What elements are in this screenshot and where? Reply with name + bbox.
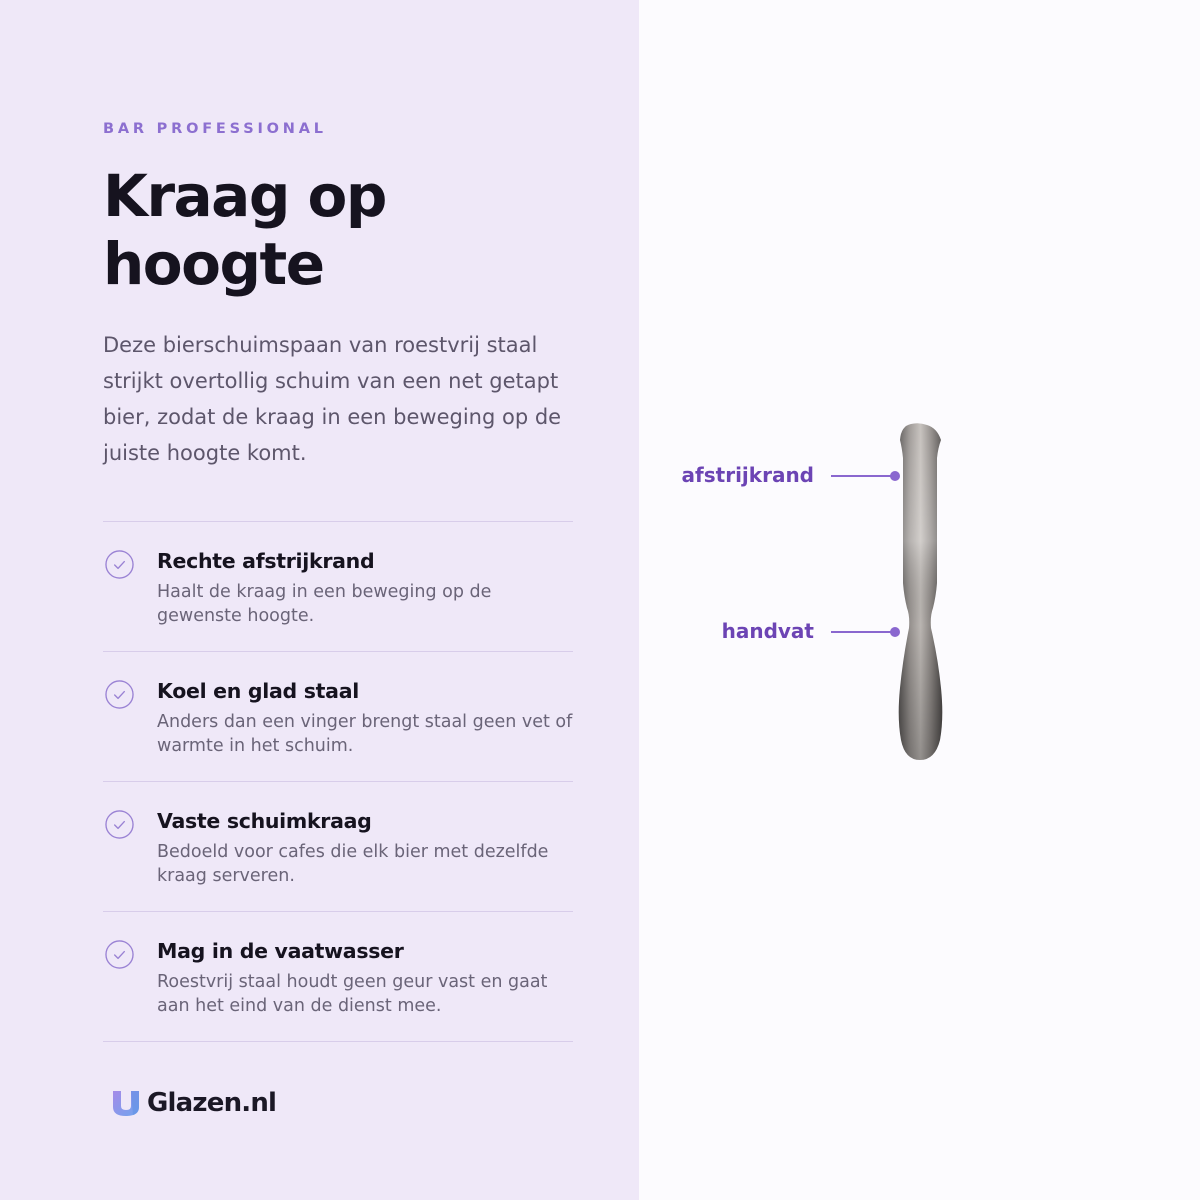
feature-title: Koel en glad staal bbox=[157, 679, 359, 703]
feature-description: Anders dan een vinger brengt staal geen vet of warmte in het schuim. bbox=[157, 712, 573, 756]
feature-item bbox=[103, 652, 573, 782]
brand-name: Glazen.nl bbox=[147, 1088, 277, 1118]
page-title: Kraag op hoogte bbox=[103, 162, 386, 298]
feature-description: Haalt de kraag in een beweging op de gewenste hoogte. bbox=[157, 582, 492, 626]
callout-dot-edge bbox=[890, 471, 900, 481]
brand-logo[interactable] bbox=[111, 1086, 276, 1120]
feature-item bbox=[103, 912, 573, 1042]
callout-leader-edge bbox=[831, 475, 894, 477]
check-circle-icon bbox=[105, 940, 134, 969]
feature-item bbox=[103, 522, 573, 652]
callout-label-edge: afstrijkrand bbox=[681, 463, 814, 487]
feature-description: Roestvrij staal houdt geen geur vast en gaat aan het eind van de dienst mee. bbox=[157, 972, 548, 1016]
feature-title: Vaste schuimkraag bbox=[157, 809, 372, 833]
feature-list bbox=[103, 521, 573, 1042]
check-circle-icon bbox=[105, 550, 134, 579]
check-circle-icon bbox=[105, 680, 134, 709]
callout-dot-handle bbox=[890, 627, 900, 637]
feature-title: Mag in de vaatwasser bbox=[157, 939, 404, 963]
glazen-logo-icon bbox=[111, 1089, 141, 1117]
check-circle-icon bbox=[105, 810, 134, 839]
feature-title: Rechte afstrijkrand bbox=[157, 549, 375, 573]
feature-item bbox=[103, 782, 573, 912]
eyebrow-label: BAR PROFESSIONAL bbox=[103, 121, 327, 137]
callout-label-handle: handvat bbox=[721, 619, 814, 643]
callout-leader-handle bbox=[831, 631, 894, 633]
feature-description: Bedoeld voor cafes die elk bier met dezelfde kraag serveren. bbox=[157, 842, 549, 886]
intro-text: Deze bierschuimspaan van roestvrij staal strijkt overtollig schuim van een net getapt bier, zodat de kraag in een beweging op de juiste hoogte komt. bbox=[103, 333, 562, 465]
